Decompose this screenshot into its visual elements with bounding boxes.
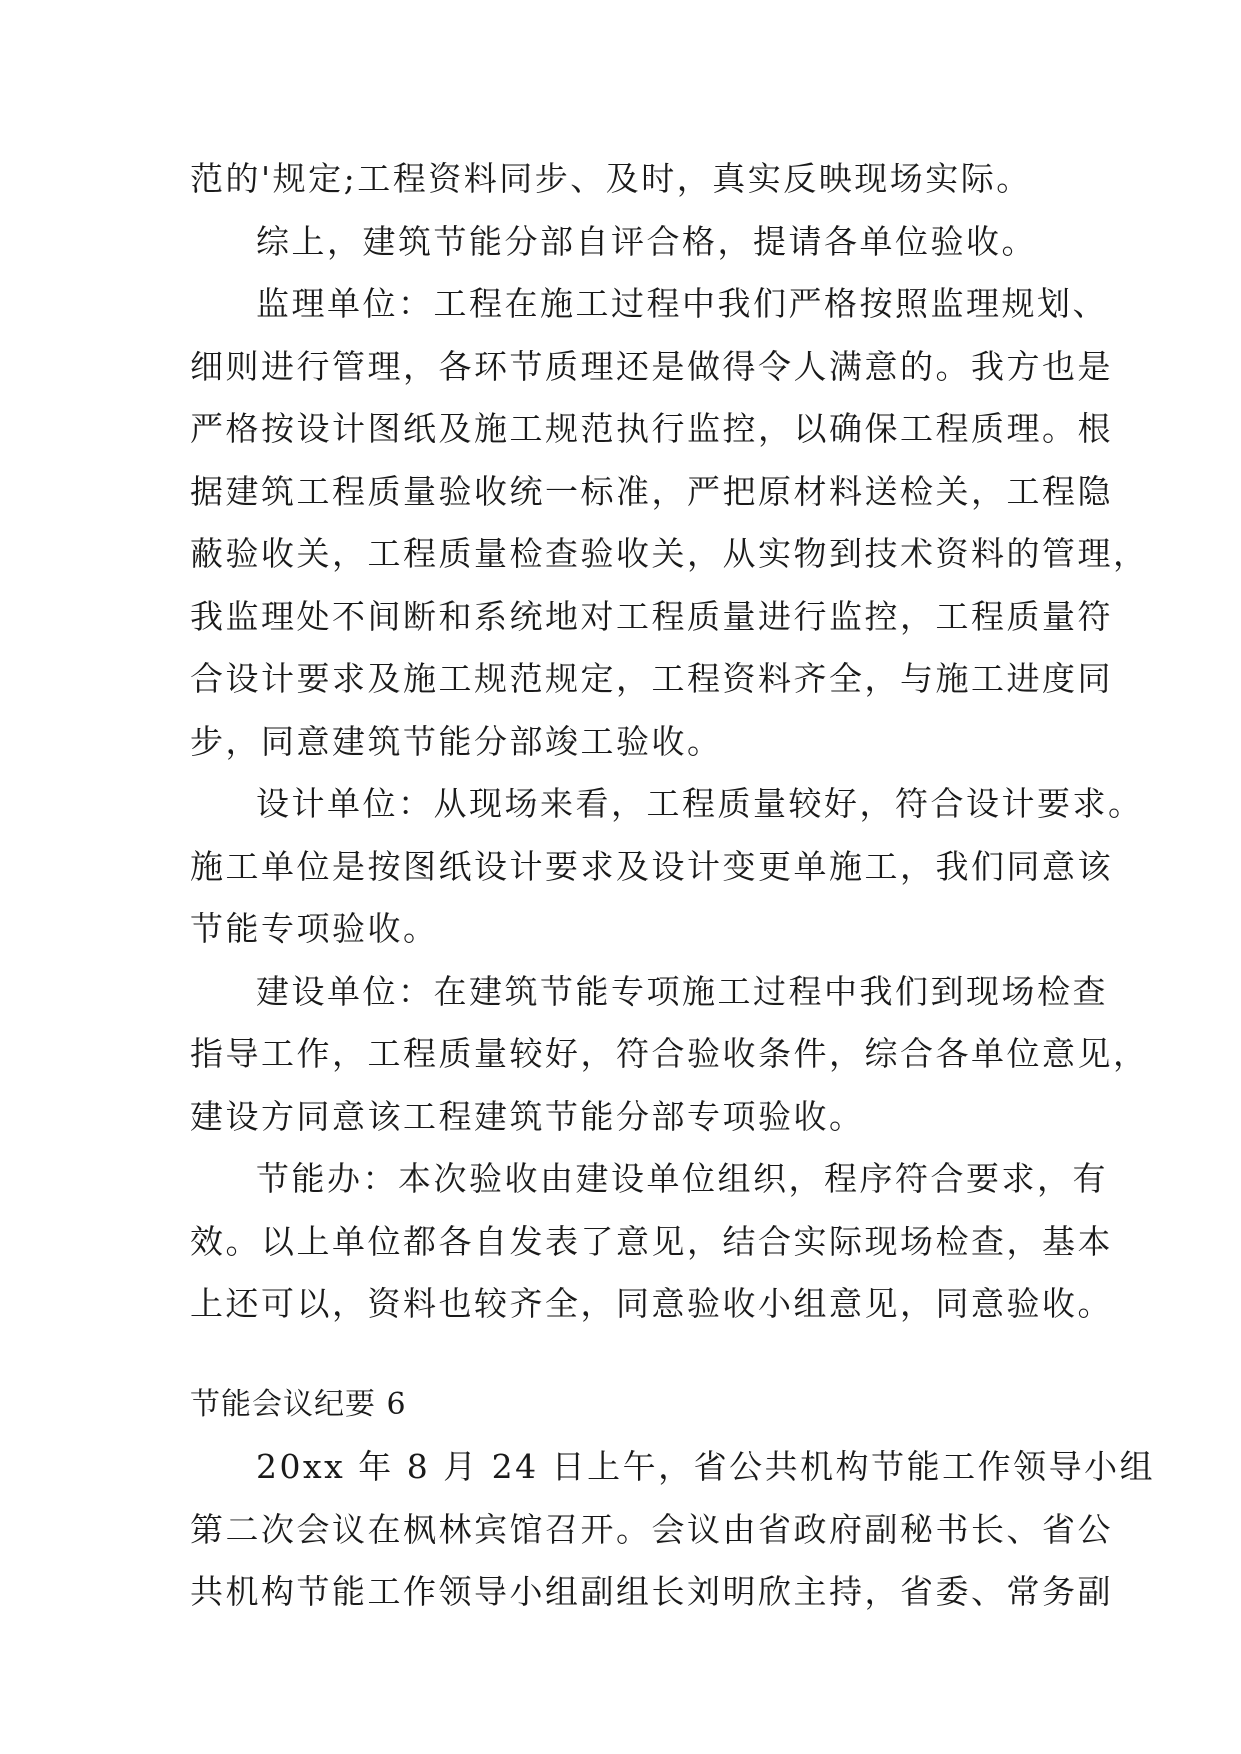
paragraph-intro: [190, 148, 1070, 211]
text-line: 监理单位：工程在施工过程中我们严格按照监理规划、: [256, 284, 1108, 323]
paragraph-supervision-unit: [190, 273, 1149, 773]
text-line: 我监理处不间断和系统地对工程质量进行监控，工程质量符: [190, 596, 1113, 636]
text-line: 合设计要求及施工规范规定，工程资料齐全，与施工进度同: [190, 659, 1113, 698]
paragraph-summary: [190, 211, 1070, 274]
paragraph-construction-unit: [190, 961, 1149, 1149]
text-line: 据建筑工程质量验收统一标准，严把原材料送检关，工程隐: [190, 471, 1113, 511]
section-title: 节能会议纪要 6: [190, 1386, 407, 1422]
text-line: 共机构节能工作领导小组副组长刘明欣主持，省委、常务副: [190, 1572, 1113, 1611]
text-line: 节能专项验收。: [190, 909, 439, 948]
text-line: 细则进行管理，各环节质理还是做得令人满意的。我方也是: [190, 346, 1113, 386]
text-line: 建设方同意该工程建筑节能分部专项验收。: [190, 1096, 865, 1136]
section-gap: [190, 1336, 1070, 1374]
text-line: 范的'规定;工程资料同步、及时，真实反映现场实际。: [190, 159, 1032, 198]
text-line: 效。以上单位都各自发表了意见，结合实际现场检查，基本: [190, 1221, 1113, 1261]
text-line: 步，同意建筑节能分部竣工验收。: [190, 721, 723, 761]
paragraph-energy-office: [190, 1148, 1113, 1336]
text-line: 第二次会议在枫林宾馆召开。会议由省政府副秘书长、省公: [190, 1509, 1113, 1549]
text-line: 指导工作，工程质量较好，符合验收条件，综合各单位意见，: [190, 1034, 1149, 1073]
text-line: 建设单位：在建筑节能专项施工过程中我们到现场检查: [256, 971, 1108, 1011]
text-line: 综上，建筑节能分部自评合格，提请各单位验收。: [256, 221, 1037, 261]
text-line: 节能办：本次验收由建设单位组织，程序符合要求，有: [256, 1159, 1108, 1198]
paragraph-meeting: [190, 1436, 1156, 1624]
document-page: [190, 148, 1156, 1624]
text-line: 上还可以，资料也较齐全，同意验收小组意见，同意验收。: [190, 1284, 1113, 1323]
text-line: 20xx 年 8 月 24 日上午，省公共机构节能工作领导小组: [256, 1447, 1156, 1486]
text-line: 严格按设计图纸及施工规范执行监控，以确保工程质理。根: [190, 409, 1113, 448]
paragraph-design-unit: [190, 773, 1144, 961]
text-line: 设计单位：从现场来看，工程质量较好，符合设计要求。: [256, 784, 1144, 823]
text-line: 施工单位是按图纸设计要求及设计变更单施工，我们同意该: [190, 846, 1113, 886]
text-line: 蔽验收关，工程质量检查验收关，从实物到技术资料的管理，: [190, 534, 1149, 573]
